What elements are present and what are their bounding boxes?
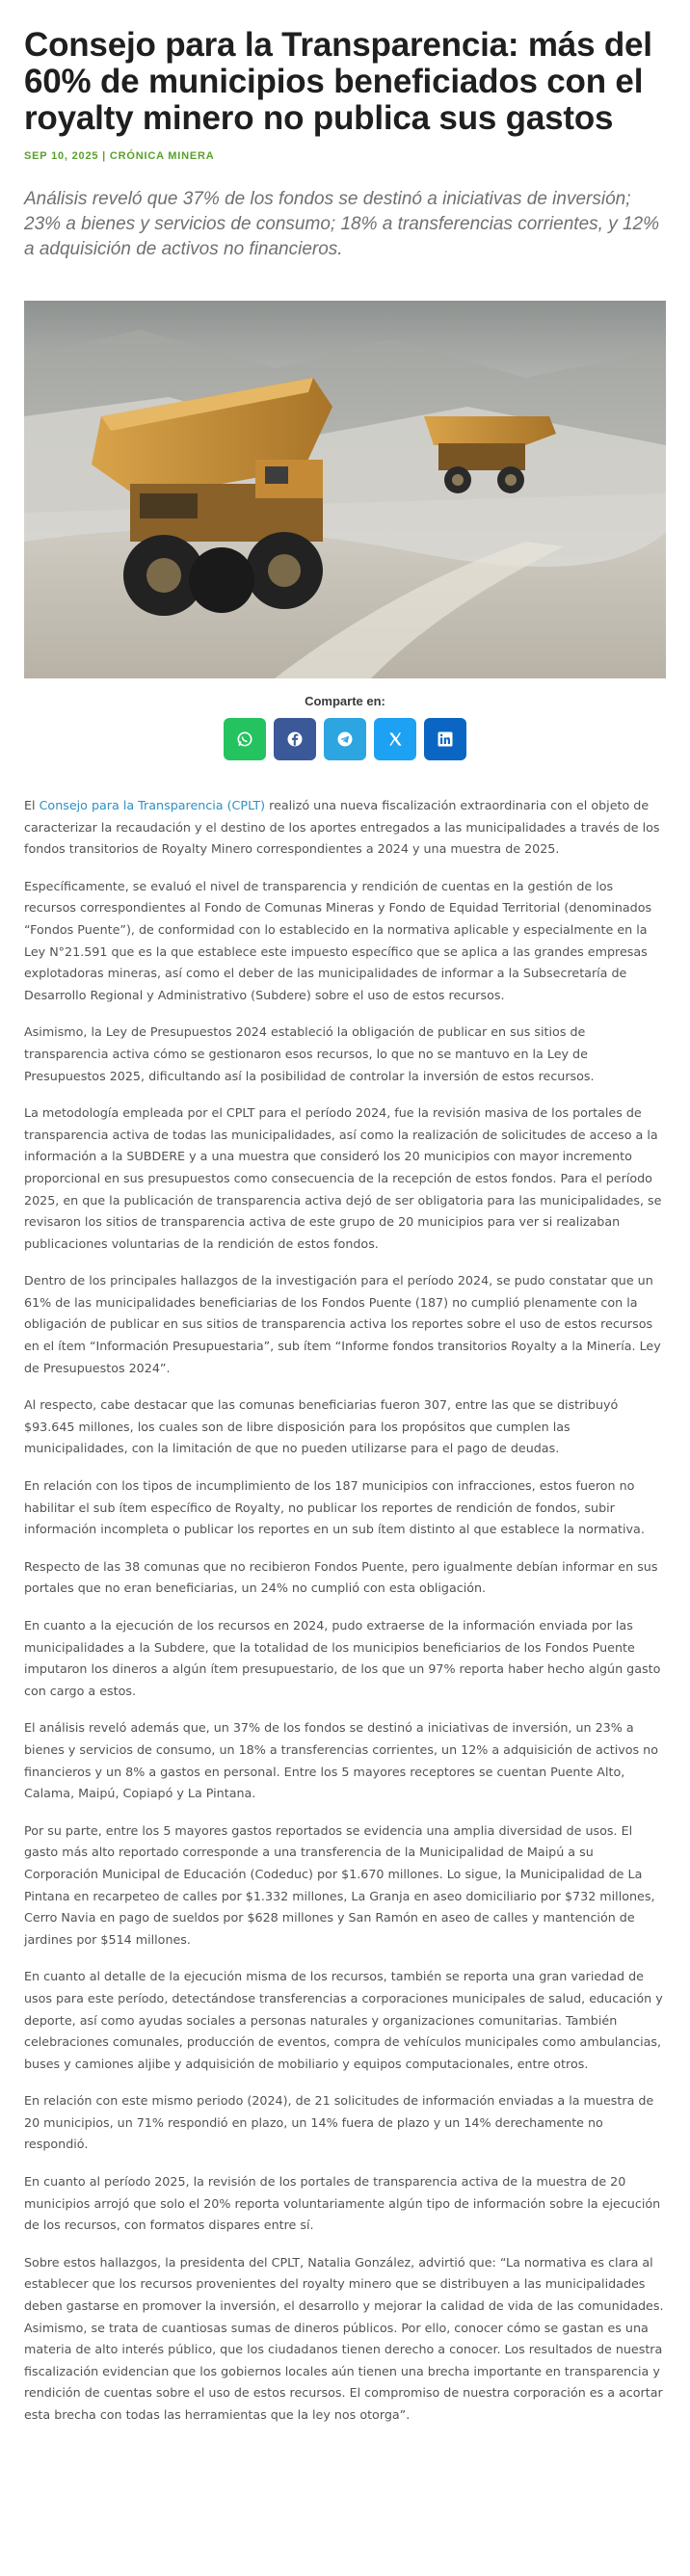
paragraph: Al respecto, cabe destacar que las comunas beneficiarias fueron 307, entre las que se distribuyó $93.645 millones, los cuales son de libre disposición para los propósitos que cumplen las municipalidades, con la limitación de que no pueden utilizarse para el pago de deudas.: [24, 1397, 619, 1456]
share-linkedin-button[interactable]: [424, 718, 466, 760]
article-body: [24, 795, 666, 2427]
share-x-button[interactable]: [374, 718, 416, 760]
paragraph: En cuanto a la ejecución de los recursos en 2024, pudo extraerse de la información enviada por las municipalidades a la Subdere, que la totalidad de los municipios beneficiarios de los Fondos Puente imputaron los dineros a algún ítem presupuestario, de los que un 97% reporta haber hecho algún gasto con cargo a estos.: [24, 1618, 661, 1698]
paragraph: Dentro de los principales hallazgos de la investigación para el período 2024, se pudo constatar que un 61% de las municipalidades beneficiarias de los Fondos Puente (187) no cumplió plenamente con la obligación de publicar en sus sitios de transparencia activa los reportes sobre el uso de estos recursos en el ítem “Información Presupuestaria”, sub ítem “Informe fondos transitorios Royalty a la Minería. Ley de Presupuestos 2024”.: [24, 1273, 661, 1375]
paragraph: En relación con este mismo periodo (2024), de 21 solicitudes de información enviadas a la muestra de 20 municipios, un 71% respondió en plazo, un 14% fuera de plazo y un 14% derechamente no respondió.: [24, 2093, 654, 2152]
x-icon: [385, 730, 405, 749]
share-label: Comparte en:: [305, 694, 385, 708]
paragraph: Sobre estos hallazgos, la presidenta del CPLT, Natalia González, advirtió que: “La normativa es clara al establecer que los recursos provenientes del royalty minero que se distribuyen a las municipalidades deben gastarse en promover la inversión, el desarrollo y mejorar la calidad de vida de las comunidades. Asimismo, se trata de cuantiosas sumas de dineros públicos. Por ello, conocer cómo se gastan es una materia de alto interés público, que los ciudadanos tienen derecho a conocer. Los resultados de nuestra fiscalización evidencian que los gobiernos locales aún tienen una brecha importante en transparencia y rendición de cuentas sobre el uso de estos recursos. El compromiso de nuestra corporación es a acortar esta brecha con todas las herramientas que la ley nos otorga”.: [24, 2254, 664, 2422]
share-facebook-button[interactable]: [274, 718, 316, 760]
article-title: Consejo para la Transparencia: más del 60% de municipios beneficiados con el royalty minero no publica sus gastos: [24, 26, 652, 137]
telegram-icon: [335, 730, 355, 749]
share-whatsapp-button[interactable]: [224, 718, 266, 760]
paragraph: Por su parte, entre los 5 mayores gastos reportados se evidencia una amplia diversidad de usos. El gasto más alto reportado corresponde a una transferencia de la Municipalidad de Maipú a su Corporación Municipal de Educación (Codeduc) por $1.670 millones. Lo sigue, la Municipalidad de La Pintana en recarpeteo de calles por $1.332 millones, La Granja en aseo domiciliario por $732 millones, Cerro Navia en pago de sueldos por $628 millones y San Ramón en aseo de calles y mantención de jardines por $514 millones.: [24, 1822, 655, 1947]
paragraph: Asimismo, la Ley de Presupuestos 2024 estableció la obligación de publicar en sus sitios de transparencia activa cómo se gestionaron esos recursos, lo que no se mantuvo en la Ley de Presupuestos 2025, dificultando así la posibilidad de controlar la inversión de estos recursos.: [24, 1024, 595, 1083]
paragraph: Respecto de las 38 comunas que no recibieron Fondos Puente, pero igualmente debían informar en sus portales que no eran beneficiarias, un 24% no cumplió con esta obligación.: [24, 1558, 658, 1596]
paragraph: [24, 795, 666, 861]
category-link[interactable]: CRÓNICA MINERA: [109, 150, 215, 162]
article-lede: Análisis reveló que 37% de los fondos se destinó a iniciativas de inversión; 23% a bienes y servicios de consumo; 18% a transferencias corrientes, y 12% a adquisición de activos no financieros.: [24, 189, 659, 259]
paragraph-text: El: [24, 798, 40, 812]
paragraph: En cuanto al período 2025, la revisión de los portales de transparencia activa de la muestra de 20 municipios arrojó que solo el 20% reporta voluntariamente algún tipo de información sobre la ejecución de los recursos, con formatos dispares entre sí.: [24, 2174, 661, 2233]
hero-image: [24, 301, 666, 678]
paragraph: En relación con los tipos de incumplimiento de los 187 municipios con infracciones, estos fueron no habilitar el sub ítem específico de Royalty, no publicar los reportes de rendición de fondos, subir información incompleta o publicar los reportes en un sub ítem distinto al que establece la normativa.: [24, 1478, 645, 1537]
cplt-link[interactable]: Consejo para la Transparencia (CPLT): [39, 798, 266, 812]
facebook-icon: [285, 730, 305, 749]
paragraph-text: realizó una nueva fiscalización extraordinaria con el objeto de caracterizar la recaudación y el destino de los aportes entregados a las municipalidades a través de los fondos transitorios de Royalty Minero correspondientes a 2024 y una muestra de 2025.: [24, 798, 660, 857]
paragraph: En cuanto al detalle de la ejecución misma de los recursos, también se reporta una gran variedad de usos para este período, detectándose transferencias a corporaciones municipales de salud, educación y deporte, así como ayudas sociales a personas naturales y organizaciones comunitarias. También celebraciones comunales, producción de eventos, compra de vehículos municipales como ambulancias, buses y camiones aljibe y adquisición de mobiliario y equipos computacionales, entre otros.: [24, 1969, 663, 2071]
article-date: SEP 10, 2025: [24, 150, 99, 162]
share-buttons: [24, 718, 666, 760]
share-telegram-button[interactable]: [324, 718, 366, 760]
article-meta: [24, 150, 666, 162]
meta-separator: |: [98, 150, 110, 162]
share-section: [24, 694, 666, 760]
paragraph: Específicamente, se evaluó el nivel de transparencia y rendición de cuentas en la gestión de los recursos correspondientes al Fondo de Comunas Mineras y Fondo de Equidad Territorial (denominados “Fondos Puente”), de conformidad con lo establecido en la normativa aplicable y especialmente en la Ley N°21.591 que es la que establece este impuesto específico que se aplica a las grandes empresas explotadoras mineras, así como el deber de las municipalidades de informar a la Subsecretaría de Desarrollo Regional y Administrativo (Subdere) sobre el uso de estos recursos.: [24, 878, 652, 1002]
paragraph: El análisis reveló además que, un 37% de los fondos se destinó a iniciativas de inversión, un 23% a bienes y servicios de consumo, un 18% a transferencias corrientes, un 12% a adquisición de activos no financieros y un 8% a gastos en personal. Entre los 5 mayores receptores se cuentan Puente Alto, Calama, Maipú, Copiapó y La Pintana.: [24, 1720, 658, 1801]
linkedin-icon: [436, 730, 455, 749]
whatsapp-icon: [235, 730, 254, 749]
paragraph: La metodología empleada por el CPLT para el período 2024, fue la revisión masiva de los portales de transparencia activa de todas las municipalidades, así como la realización de solicitudes de acceso a la información a la SUBDERE y a una muestra que consideró los 20 municipios con mayor incremento proporcional en sus presupuestos como consecuencia de la recepción de estos fondos. Para el período 2025, en que la publicación de transparencia activa dejó de ser obligatoria para las municipalidades, se revisaron los sitios de transparencia activa de este grupo de 20 municipios para ver si realizaban publicaciones voluntarias de la rendición de estos fondos.: [24, 1105, 662, 1251]
